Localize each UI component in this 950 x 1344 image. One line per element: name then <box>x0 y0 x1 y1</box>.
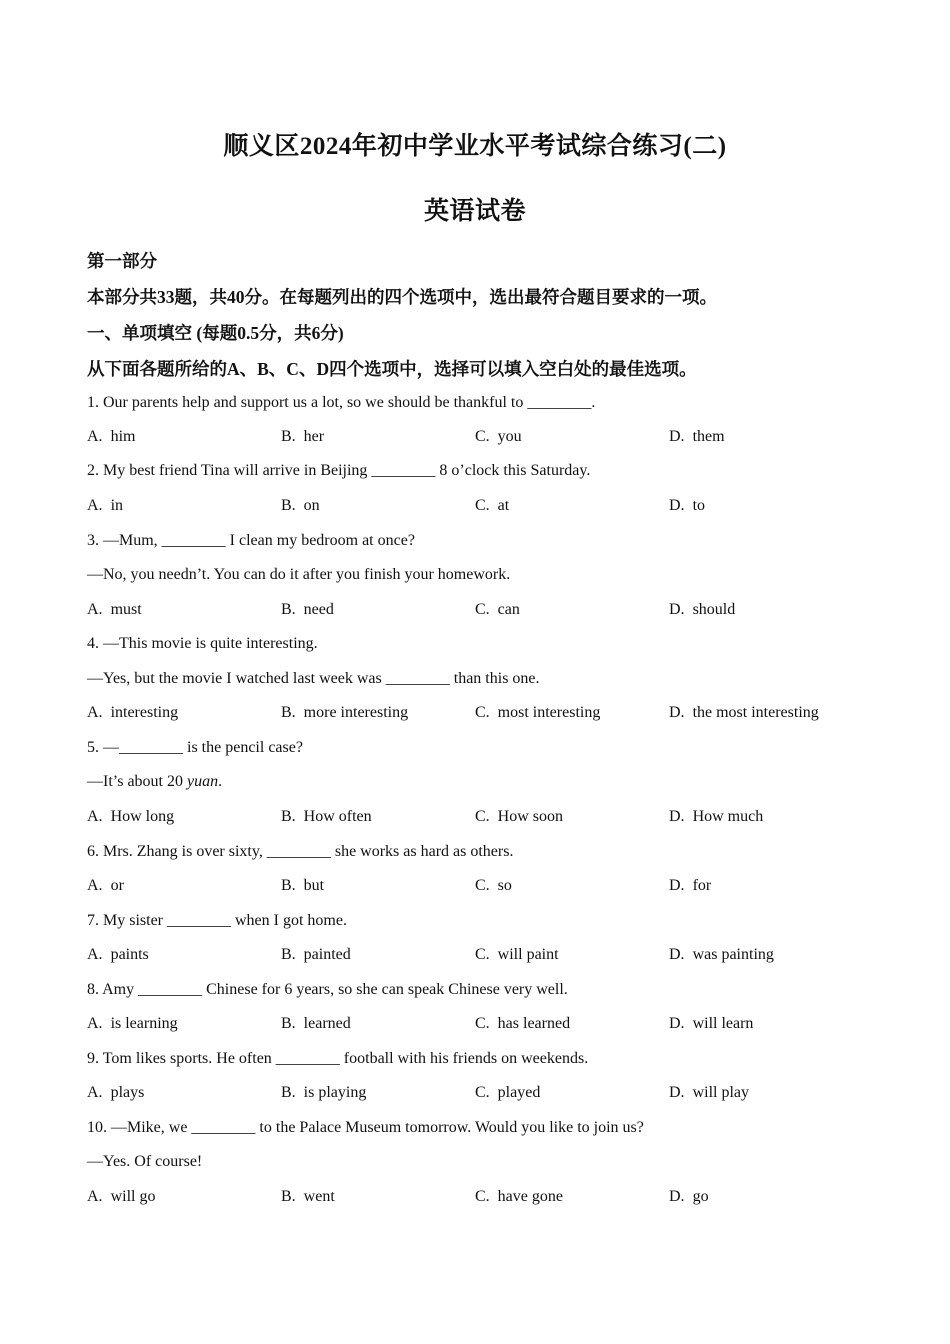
question-5-stem-line2 <box>87 773 222 791</box>
option-d[interactable] <box>669 808 763 826</box>
option-text: on <box>303 497 320 514</box>
option-text: is learning <box>110 1015 178 1032</box>
answer-text-end: . <box>218 773 223 790</box>
option-b[interactable] <box>281 1188 335 1206</box>
question-1-options <box>87 428 887 448</box>
option-label: C. <box>475 704 490 721</box>
option-c[interactable] <box>475 704 600 722</box>
question-1-stem: 1. Our parents help and support us a lot, so we should be thankful to ________. <box>87 394 596 411</box>
option-text: played <box>497 1084 541 1101</box>
option-c[interactable] <box>475 601 520 619</box>
option-text: will paint <box>497 946 559 963</box>
option-label: D. <box>669 1188 685 1205</box>
question-6-options <box>87 877 887 897</box>
option-label: B. <box>281 808 296 825</box>
option-c[interactable] <box>475 1188 563 1206</box>
option-c[interactable] <box>475 497 509 515</box>
option-label: B. <box>281 601 296 618</box>
option-text: must <box>110 601 142 618</box>
option-b[interactable] <box>281 428 324 446</box>
option-label: A. <box>87 1084 103 1101</box>
option-b[interactable] <box>281 601 334 619</box>
option-text: him <box>110 428 136 445</box>
option-d[interactable] <box>669 428 725 446</box>
option-text: paints <box>110 946 149 963</box>
option-b[interactable] <box>281 808 372 826</box>
question-4-stem-line2: —Yes, but the movie I watched last week was ________ than this one. <box>87 670 540 687</box>
option-c[interactable] <box>475 1015 570 1033</box>
exam-title: 顺义区2024年初中学业水平考试综合练习(二) <box>223 133 727 160</box>
question-8-stem: 8. Amy ________ Chinese for 6 years, so she can speak Chinese very well. <box>87 981 568 998</box>
option-c[interactable] <box>475 877 512 895</box>
option-label: C. <box>475 497 490 514</box>
question-9-options <box>87 1084 887 1104</box>
question-3-stem: 3. —Mum, ________ I clean my bedroom at once? <box>87 532 415 549</box>
question-7-options <box>87 946 887 966</box>
question-10-stem-line2: —Yes. Of course! <box>87 1153 203 1170</box>
option-label: B. <box>281 428 296 445</box>
option-b[interactable] <box>281 1084 366 1102</box>
option-text: has learned <box>497 1015 571 1032</box>
option-label: A. <box>87 808 103 825</box>
option-label: B. <box>281 1188 296 1205</box>
option-d[interactable] <box>669 946 774 964</box>
option-text: in <box>110 497 124 514</box>
option-text: will go <box>110 1188 156 1205</box>
option-text: should <box>692 601 736 618</box>
option-d[interactable] <box>669 704 819 722</box>
question-4-options <box>87 704 887 724</box>
option-b[interactable] <box>281 1015 351 1033</box>
part-heading: 第一部分 <box>87 251 157 271</box>
option-text: need <box>303 601 334 618</box>
option-label: B. <box>281 704 296 721</box>
option-text: can <box>497 601 520 618</box>
option-d[interactable] <box>669 1188 709 1206</box>
option-text: have gone <box>497 1188 563 1205</box>
question-2-options <box>87 497 887 517</box>
option-b[interactable] <box>281 946 351 964</box>
option-label: B. <box>281 497 296 514</box>
option-a[interactable] <box>87 877 124 895</box>
option-label: D. <box>669 497 685 514</box>
option-label: B. <box>281 1084 296 1101</box>
option-text: is playing <box>303 1084 367 1101</box>
option-c[interactable] <box>475 428 522 446</box>
option-a[interactable] <box>87 1084 144 1102</box>
question-4-stem: 4. —This movie is quite interesting. <box>87 635 318 652</box>
option-label: D. <box>669 808 685 825</box>
option-label: A. <box>87 877 103 894</box>
option-text: How often <box>303 808 372 825</box>
option-b[interactable] <box>281 704 408 722</box>
option-text: to <box>692 497 706 514</box>
question-10-options <box>87 1188 887 1208</box>
question-3-stem-line2: —No, you needn’t. You can do it after you finish your homework. <box>87 566 511 583</box>
option-label: D. <box>669 428 685 445</box>
question-5-options <box>87 808 887 828</box>
option-text: interesting <box>110 704 179 721</box>
option-text: for <box>692 877 712 894</box>
answer-italic-unit: yuan <box>187 773 219 790</box>
option-label: B. <box>281 877 296 894</box>
option-label: C. <box>475 1084 490 1101</box>
option-a[interactable] <box>87 946 149 964</box>
option-a[interactable] <box>87 601 142 619</box>
option-b[interactable] <box>281 877 324 895</box>
option-text: went <box>303 1188 335 1205</box>
option-text: plays <box>110 1084 145 1101</box>
option-text: you <box>497 428 522 445</box>
option-label: C. <box>475 877 490 894</box>
option-a[interactable] <box>87 497 123 515</box>
option-d[interactable] <box>669 1015 753 1033</box>
option-b[interactable] <box>281 497 320 515</box>
option-d[interactable] <box>669 1084 749 1102</box>
option-label: D. <box>669 704 685 721</box>
option-label: A. <box>87 497 103 514</box>
option-text: was painting <box>692 946 774 963</box>
option-text: the most interesting <box>692 704 819 721</box>
option-a[interactable] <box>87 428 135 446</box>
exam-subtitle: 英语试卷 <box>423 198 526 225</box>
option-d[interactable] <box>669 601 735 619</box>
option-label: A. <box>87 946 103 963</box>
question-6-stem: 6. Mrs. Zhang is over sixty, ________ she works as hard as others. <box>87 843 514 860</box>
option-label: B. <box>281 1015 296 1032</box>
question-8-options <box>87 1015 887 1035</box>
option-a[interactable] <box>87 704 178 722</box>
option-text: learned <box>303 1015 351 1032</box>
option-label: A. <box>87 601 103 618</box>
question-7-stem: 7. My sister ________ when I got home. <box>87 912 347 929</box>
option-text: her <box>303 428 325 445</box>
option-a[interactable] <box>87 1015 178 1033</box>
option-d[interactable] <box>669 877 711 895</box>
option-label: C. <box>475 946 490 963</box>
option-text: them <box>692 428 725 445</box>
option-text: go <box>692 1188 709 1205</box>
option-label: B. <box>281 946 296 963</box>
option-label: D. <box>669 601 685 618</box>
option-label: A. <box>87 704 103 721</box>
answer-text: —It’s about 20 <box>87 773 187 790</box>
option-text: painted <box>303 946 351 963</box>
option-a[interactable] <box>87 1188 155 1206</box>
option-text: or <box>110 877 124 894</box>
option-label: C. <box>475 808 490 825</box>
option-c[interactable] <box>475 1084 540 1102</box>
section-heading: 一、单项填空 (每题0.5分，共6分) <box>87 323 344 343</box>
question-3-options <box>87 601 887 621</box>
option-label: C. <box>475 601 490 618</box>
option-text: so <box>497 877 512 894</box>
option-label: D. <box>669 1084 685 1101</box>
option-text: How soon <box>497 808 564 825</box>
question-5-stem: 5. —________ is the pencil case? <box>87 739 303 756</box>
option-d[interactable] <box>669 497 705 515</box>
question-2-stem: 2. My best friend Tina will arrive in Beijing ________ 8 o’clock this Saturday. <box>87 462 591 479</box>
option-a[interactable] <box>87 808 174 826</box>
question-9-stem: 9. Tom likes sports. He often ________ football with his friends on weekends. <box>87 1050 589 1067</box>
option-c[interactable] <box>475 946 559 964</box>
option-text: will learn <box>692 1015 754 1032</box>
option-label: A. <box>87 1188 103 1205</box>
option-label: A. <box>87 428 103 445</box>
option-text: How much <box>692 808 764 825</box>
option-text: but <box>303 877 325 894</box>
option-label: C. <box>475 1188 490 1205</box>
option-label: D. <box>669 946 685 963</box>
option-text: will play <box>692 1084 749 1101</box>
option-text: more interesting <box>303 704 409 721</box>
option-label: D. <box>669 1015 685 1032</box>
section-directions: 从下面各题所给的A、B、C、D四个选项中，选择可以填入空白处的最佳选项。 <box>87 359 697 379</box>
option-label: C. <box>475 1015 490 1032</box>
option-c[interactable] <box>475 808 563 826</box>
option-text: at <box>497 497 510 514</box>
option-text: most interesting <box>497 704 601 721</box>
option-text: How long <box>110 808 175 825</box>
option-label: D. <box>669 877 685 894</box>
option-label: C. <box>475 428 490 445</box>
part-instruction: 本部分共33题，共40分。在每题列出的四个选项中，选出最符合题目要求的一项。 <box>87 287 717 307</box>
option-label: A. <box>87 1015 103 1032</box>
question-10-stem: 10. —Mike, we ________ to the Palace Museum tomorrow. Would you like to join us? <box>87 1119 644 1136</box>
